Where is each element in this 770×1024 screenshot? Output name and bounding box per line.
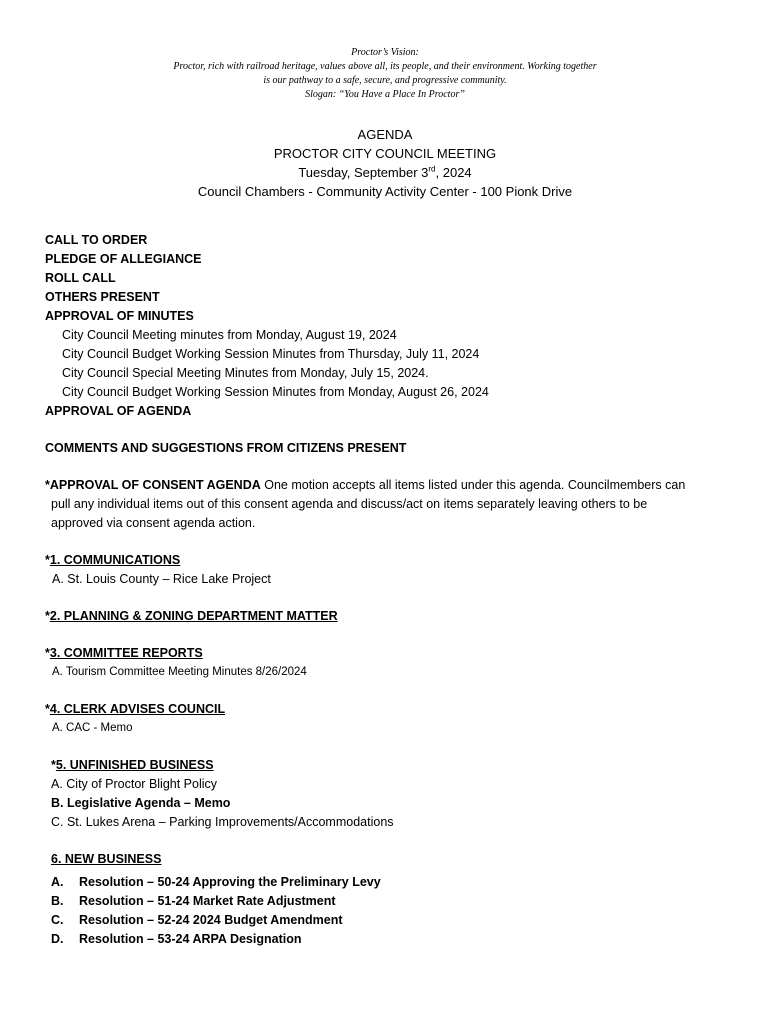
section-committee-reports: [45, 644, 735, 663]
section-title: 4. CLERK ADVISES COUNCIL: [49, 702, 226, 716]
minutes-item: City Council Special Meeting Minutes from Monday, July 15, 2024.: [62, 366, 429, 380]
vision-slogan: Slogan: “You Have a Place In Proctor”: [305, 89, 465, 100]
meeting-location: Council Chambers - Community Activity Center - 100 Pionk Drive: [197, 184, 573, 199]
agenda-body: [45, 231, 735, 949]
item-text: Resolution – 53-24 ARPA Designation: [79, 932, 302, 946]
item-text: Resolution – 51-24 Market Rate Adjustment: [79, 894, 336, 908]
minutes-item: City Council Budget Working Session Minutes from Monday, August 26, 2024: [62, 385, 489, 399]
vision-line-2: is our pathway to a safe, secure, and progressive community.: [263, 75, 507, 86]
consent-star: *: [45, 646, 50, 660]
section-title: 6. NEW BUSINESS: [51, 852, 162, 866]
new-business-item: [45, 911, 735, 930]
call-to-order: CALL TO ORDER: [45, 233, 148, 247]
item-text: Resolution – 52-24 2024 Budget Amendment: [79, 913, 343, 927]
unfinished-item: A. City of Proctor Blight Policy: [51, 777, 218, 791]
vision-statement: [0, 46, 770, 102]
consent-text-2: pull any individual items out of this consent agenda and discuss/act on items separately leaving others to be: [51, 497, 648, 511]
new-business-item: [45, 873, 735, 892]
consent-star: *: [45, 609, 50, 623]
consent-text-3: approved via consent agenda action.: [51, 516, 256, 530]
consent-title: *APPROVAL OF CONSENT AGENDA: [45, 478, 261, 492]
approval-of-minutes: APPROVAL OF MINUTES: [45, 309, 194, 323]
agenda-header: [0, 125, 770, 201]
section-title: 2. PLANNING & ZONING DEPARTMENT MATTER: [49, 609, 338, 623]
meeting-date: [0, 163, 770, 182]
item-letter: A.: [51, 875, 64, 889]
minutes-item: City Council Budget Working Session Minutes from Thursday, July 11, 2024: [62, 347, 480, 361]
committee-reports-item: A. Tourism Committee Meeting Minutes 8/26/2024: [52, 666, 307, 678]
date-ordinal: rd: [428, 164, 436, 174]
clerk-advises-item: A. CAC - Memo: [52, 722, 133, 734]
new-business-item: [45, 930, 735, 949]
item-text: Resolution – 50-24 Approving the Preliminary Levy: [79, 875, 381, 889]
consent-text-1: One motion accepts all items listed under this agenda. Councilmembers can: [260, 478, 686, 492]
unfinished-item: C. St. Lukes Arena – Parking Improvements/Accommodations: [51, 815, 394, 829]
vision-title: Proctor’s Vision:: [351, 47, 419, 58]
section-title: 3. COMMITTEE REPORTS: [49, 646, 203, 660]
meeting-title: PROCTOR CITY COUNCIL MEETING: [273, 146, 497, 161]
others-present: OTHERS PRESENT: [45, 290, 160, 304]
consent-agenda: [45, 476, 735, 495]
section-title: 5. UNFINISHED BUSINESS: [55, 758, 214, 772]
communications-item: A. St. Louis County – Rice Lake Project: [52, 572, 271, 586]
approval-of-agenda: APPROVAL OF AGENDA: [45, 404, 192, 418]
section-title: 1. COMMUNICATIONS: [49, 553, 181, 567]
agenda-title: AGENDA: [357, 127, 413, 142]
section-planning-zoning: [45, 607, 735, 626]
section-new-business: [45, 850, 735, 869]
item-letter: C.: [51, 913, 64, 927]
consent-star: *: [45, 553, 50, 567]
section-communications: [45, 551, 735, 570]
section-clerk-advises: [45, 700, 735, 719]
item-letter: B.: [51, 894, 64, 908]
pledge-of-allegiance: PLEDGE OF ALLEGIANCE: [45, 252, 202, 266]
roll-call: ROLL CALL: [45, 271, 116, 285]
consent-star: *: [51, 758, 56, 772]
date-suffix: , 2024: [435, 165, 472, 180]
unfinished-item: B. Legislative Agenda – Memo: [51, 796, 231, 810]
item-letter: D.: [51, 932, 64, 946]
minutes-item: City Council Meeting minutes from Monday, August 19, 2024: [62, 328, 397, 342]
citizen-comments-heading: COMMENTS AND SUGGESTIONS FROM CITIZENS PRESENT: [45, 441, 407, 455]
vision-line-1: Proctor, rich with railroad heritage, values above all, its people, and their environment. Working together: [173, 61, 597, 72]
date-prefix: Tuesday, September 3: [298, 165, 429, 180]
section-unfinished-business: [45, 756, 735, 775]
new-business-item: [45, 892, 735, 911]
consent-star: *: [45, 702, 50, 716]
